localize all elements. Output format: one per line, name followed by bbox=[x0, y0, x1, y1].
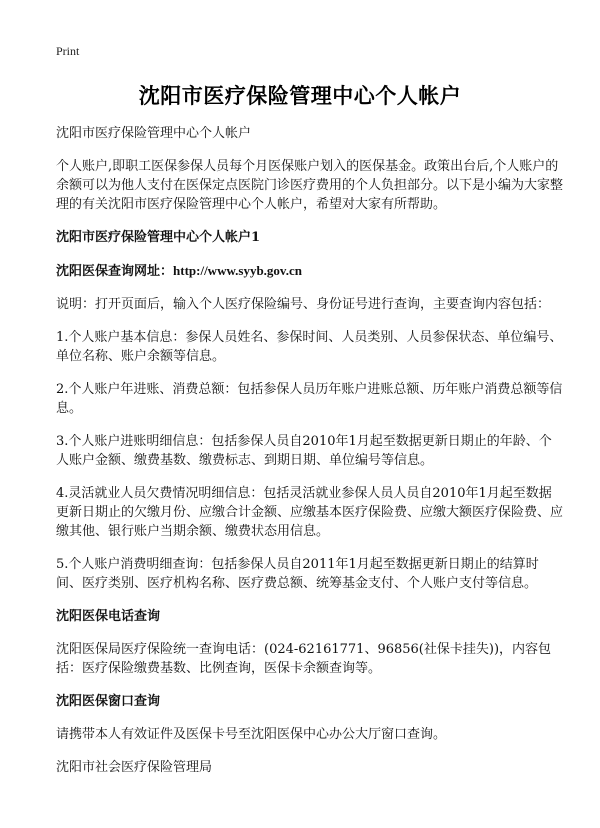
query-url-line bbox=[56, 261, 564, 281]
print-link[interactable]: Print bbox=[56, 44, 80, 58]
phone-section-text: 沈阳医保局医疗保险统一查询电话：(024-62161771、96856(社保卡挂失))，内容包括：医疗保险缴费基数、比例查询，医保卡余额查询等。 bbox=[56, 642, 552, 676]
list-item: 1.个人账户基本信息：参保人员姓名、参保时间、人员类别、人员参保状态、单位编号、单位名称、账户余额等信息。 bbox=[56, 330, 563, 364]
document-body bbox=[56, 124, 564, 777]
document-subtitle: 沈阳市医疗保险管理中心个人帐户 bbox=[56, 126, 252, 141]
list-item: 4.灵活就业人员欠费情况明细信息：包括灵活就业参保人员人员自2010年1月起至数据更新日期止的欠缴月份、应缴合计金额、应缴基本医疗保险费、应缴大额医疗保险费、应缴其他、银行账户当期余额、缴费状态用信息。 bbox=[56, 486, 564, 539]
list-item: 5.个人账户消费明细查询：包括参保人员自2011年1月起至数据更新日期止的结算时间、医疗类别、医疗机构名称、医疗费总额、统筹基金支付、个人账户支付等信息。 bbox=[56, 557, 539, 591]
window-section-heading: 沈阳医保窗口查询 bbox=[56, 694, 161, 709]
explanation-paragraph: 说明：打开页面后，输入个人医疗保险编号、身份证号进行查询，主要查询内容包括： bbox=[56, 297, 551, 312]
query-url-label: 沈阳医保查询网址： bbox=[56, 264, 174, 279]
intro-paragraph: 个人账户,即职工医保参保人员每个月医保账户划入的医保基金。政策出台后,个人账户的余额可以为他人支付在医保定点医院门诊医疗费用的个人负担部分。以下是小编为大家整理的有关沈阳市医疗保险管理中心个人帐户，希望对大家有所帮助。 bbox=[56, 159, 564, 212]
document-title: 沈阳市医疗保险管理中心个人帐户 bbox=[138, 83, 462, 108]
list-item: 2.个人账户年进账、消费总额：包括参保人员历年账户进账总额、历年账户消费总额等信息。 bbox=[56, 382, 563, 416]
window-section-text: 请携带本人有效证件及医保卡号至沈阳医保中心办公大厅窗口查询。 bbox=[56, 727, 447, 742]
phone-section-heading: 沈阳医保电话查询 bbox=[56, 609, 161, 624]
list-item: 3.个人账户进账明细信息：包括参保人员自2010年1月起至数据更新日期止的年龄、个人账户金额、缴费基数、缴费标志、到期日期、单位编号等信息。 bbox=[56, 434, 552, 468]
query-url-link[interactable]: http://www.syyb.gov.cn bbox=[173, 263, 302, 278]
section-heading-1: 沈阳市医疗保险管理中心个人帐户1 bbox=[56, 230, 261, 245]
footer-organization: 沈阳市社会医疗保险管理局 bbox=[56, 760, 213, 775]
